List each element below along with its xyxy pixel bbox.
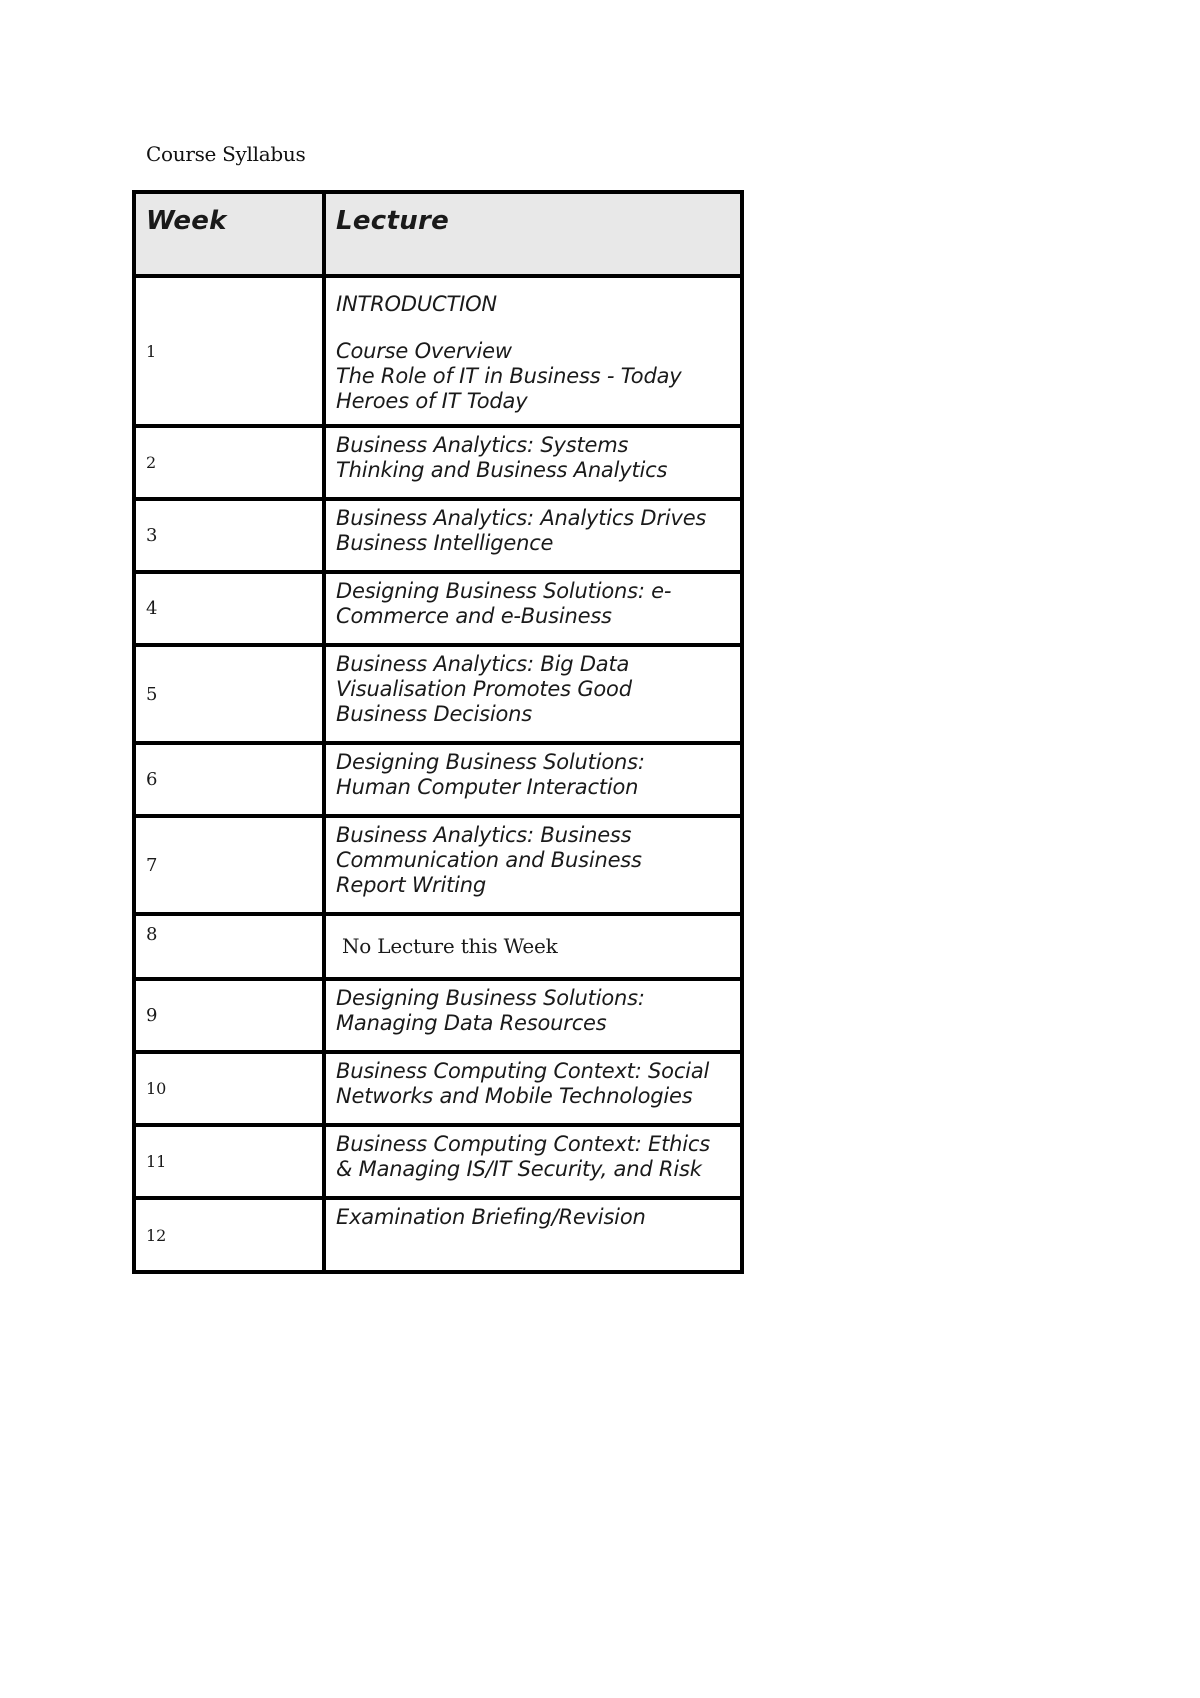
week-number: 11 xyxy=(134,1125,324,1198)
week-number: 3 xyxy=(134,499,324,572)
lecture-line: Heroes of IT Today xyxy=(336,389,528,413)
lecture-line: No Lecture this Week xyxy=(342,933,558,958)
table-row xyxy=(134,426,742,499)
lecture-line: Managing Data Resources xyxy=(336,1011,607,1035)
lecture-topic xyxy=(324,276,742,426)
lecture-topic xyxy=(324,1052,742,1125)
table-row xyxy=(134,743,742,816)
syllabus-table xyxy=(132,190,744,1274)
lecture-line: Networks and Mobile Technologies xyxy=(336,1084,693,1108)
lecture-line: Designing Business Solutions: xyxy=(336,750,645,774)
week-number: 4 xyxy=(134,572,324,645)
lecture-line: Business Decisions xyxy=(336,702,533,726)
lecture-line: Human Computer Interaction xyxy=(336,775,639,799)
lecture-line: Business Analytics: Big Data xyxy=(336,652,630,676)
week-number: 8 xyxy=(134,914,324,979)
lecture-topic xyxy=(324,743,742,816)
lecture-line: Designing Business Solutions: xyxy=(336,986,645,1010)
lecture-topic xyxy=(324,979,742,1052)
lecture-line: Visualisation Promotes Good xyxy=(336,677,632,701)
week-number: 7 xyxy=(134,816,324,914)
lecture-topic xyxy=(324,572,742,645)
week-number: 2 xyxy=(134,426,324,499)
lecture-topic xyxy=(324,1198,742,1272)
lecture-line: Report Writing xyxy=(336,873,487,897)
table-row xyxy=(134,572,742,645)
table-row xyxy=(134,276,742,426)
week-number: 9 xyxy=(134,979,324,1052)
table-row xyxy=(134,816,742,914)
table-row xyxy=(134,979,742,1052)
table-row xyxy=(134,1125,742,1198)
lecture-line: The Role of IT in Business - Today xyxy=(336,364,682,388)
week-number: 1 xyxy=(134,276,324,426)
week-number: 10 xyxy=(134,1052,324,1125)
lecture-line: & Managing IS/IT Security, and Risk xyxy=(336,1157,702,1181)
table-header-row xyxy=(134,192,742,276)
lecture-line: Business Computing Context: Ethics xyxy=(336,1132,710,1156)
week-number: 5 xyxy=(134,645,324,743)
lecture-line: Business Intelligence xyxy=(336,531,554,555)
week-column-header: Week xyxy=(134,192,324,276)
lecture-line: Commerce and e-Business xyxy=(336,604,612,628)
table-row xyxy=(134,1052,742,1125)
lecture-line: Business Computing Context: Social xyxy=(336,1059,710,1083)
lecture-line: Communication and Business xyxy=(336,848,642,872)
lecture-column-header: Lecture xyxy=(324,192,742,276)
document-title: Course Syllabus xyxy=(146,142,306,166)
lecture-line: Business Analytics: Business xyxy=(336,823,632,847)
lecture-line: Business Analytics: Analytics Drives xyxy=(336,506,707,530)
lecture-line: Course Overview xyxy=(336,339,512,363)
table-row xyxy=(134,914,742,979)
table-row xyxy=(134,645,742,743)
lecture-line: Business Analytics: Systems xyxy=(336,433,629,457)
lecture-line: Examination Briefing/Revision xyxy=(336,1205,646,1229)
table-row xyxy=(134,1198,742,1272)
lecture-line: Designing Business Solutions: e- xyxy=(336,579,672,603)
lecture-topic xyxy=(324,816,742,914)
table-row xyxy=(134,499,742,572)
lecture-line: INTRODUCTION xyxy=(336,292,497,316)
lecture-topic xyxy=(324,914,742,979)
lecture-line: Thinking and Business Analytics xyxy=(336,458,668,482)
lecture-topic xyxy=(324,499,742,572)
lecture-topic xyxy=(324,645,742,743)
lecture-line-gap xyxy=(336,317,730,339)
week-number: 6 xyxy=(134,743,324,816)
lecture-topic xyxy=(324,1125,742,1198)
week-number: 12 xyxy=(134,1198,324,1272)
lecture-topic xyxy=(324,426,742,499)
